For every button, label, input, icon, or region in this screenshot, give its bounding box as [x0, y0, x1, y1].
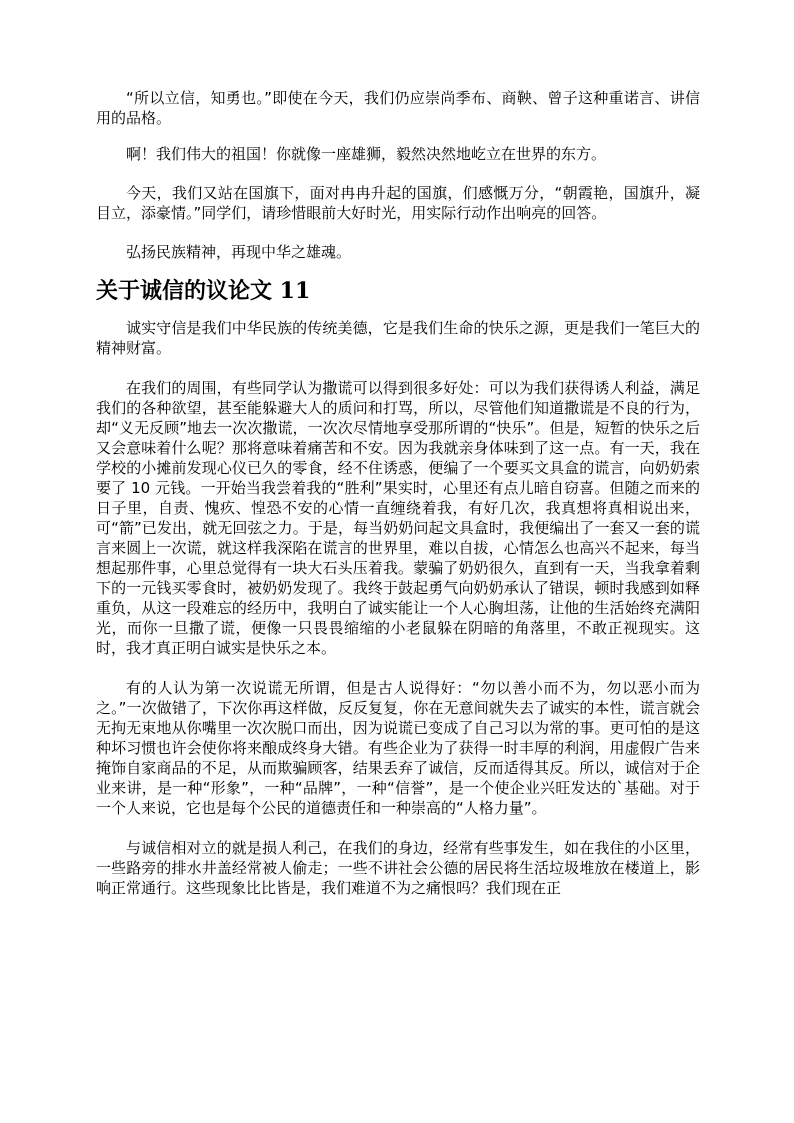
section-paragraph-3: 有的人认为第一次说谎无所谓，但是古人说得好：“勿以善小而不为，勿以恶小而为之。”一次做错了，下次你再这样做，反反复复，你在无意间就失去了诚实的本性，谎言就会无拘无束地从你嘴里一次次脱口而出，因为说谎已变成了自己习以为常的事。更可怕的是这种坏习惯也许会使你将来酿成终身大错。有些企业为了获得一时丰厚的利润，用虚假广告来掩饰自家商品的不足，从而欺骗顾客，结果丢弃了诚信，反而适得其反。所以，诚信对于企业来讲，是一种“形象”，一种“品牌”，一种“信誉”，是一个使企业兴旺发达的`基础。对于一个人来说，它也是每个公民的道德责任和一种崇高的“人格力量”。	[96, 679, 700, 817]
section-paragraph-4: 与诚信相对立的就是损人利己，在我们的身边，经常有些事发生，如在我住的小区里，一些路旁的排水井盖经常被人偷走；一些不讲社会公德的居民将生活垃圾堆放在楼道上，影响正常通行。这些现象比比皆是，我们难道不为之痛恨吗？我们现在正	[96, 839, 700, 897]
document-page	[96, 88, 700, 898]
intro-paragraph-1: “所以立信，知勇也。”即使在今天，我们仍应崇尚季布、商鞅、曾子这种重诺言、讲信用的品格。	[96, 89, 700, 127]
intro-paragraph-4: 弘扬民族精神，再现中华之雄魂。	[126, 243, 352, 261]
section-heading: 关于诚信的议论文 11	[96, 278, 311, 304]
intro-paragraph-3: 今天，我们又站在国旗下，面对冉冉升起的国旗，们感慨万分，“朝霞艳，国旗升，凝目立，添豪情。”同学们，请珍惜眼前大好时光，用实际行动作出响亮的回答。	[96, 184, 700, 222]
section-paragraph-1: 诚实守信是我们中华民族的传统美德，它是我们生命的快乐之源，更是我们一笔巨大的精神财富。	[96, 319, 700, 357]
section-paragraph-2: 在我们的周围，有些同学认为撒谎可以得到很多好处：可以为我们获得诱人利益，满足我们的各种欲望，甚至能躲避大人的质问和打骂，所以，尽管他们知道撒谎是不良的行为，却“义无反顾”地去一次次撒谎，一次次尽情地享受那所谓的“快乐”。但是，短暂的快乐之后又会意味着什么呢？那将意味着痛苦和不安。因为我就亲身体味到了这一点。有一天，我在学校的小摊前发现心仪已久的零食，经不住诱惑，便编了一个要买文具盒的谎言，向奶奶索要了 10 元钱。一开始当我尝着我的“胜利”果实时，心里还有点儿暗自窃喜。但随之而来的日子里，自责、愧疚、惶恐不安的心情一直缠绕着我，有好几次，我真想将真相说出来，可“箭”已发出，就无回弦之力。于是，每当奶奶问起文具盒时，我便编出了一套又一套的谎言来圆上一次谎，就这样我深陷在谎言的世界里，难以自拔，心情怎么也高兴不起来，每当想起那件事，心里总觉得有一块大石头压着我。蒙骗了奶奶很久，直到有一天，当我拿着剩下的一元钱买零食时，被奶奶发现了。我终于鼓起勇气向奶奶承认了错误，顿时我感到如释重负，从这一段难忘的经历中，我明白了诚实能让一个人心胸坦荡，让他的生活始终充满阳光，而你一旦撒了谎，便像一只畏畏缩缩的小老鼠躲在阴暗的角落里，不敢正视现实。这时，我才真正明白诚实是快乐之本。	[96, 379, 700, 657]
intro-paragraph-2: 啊！我们伟大的祖国！你就像一座雄狮，毅然决然地屹立在世界的东方。	[126, 145, 607, 163]
